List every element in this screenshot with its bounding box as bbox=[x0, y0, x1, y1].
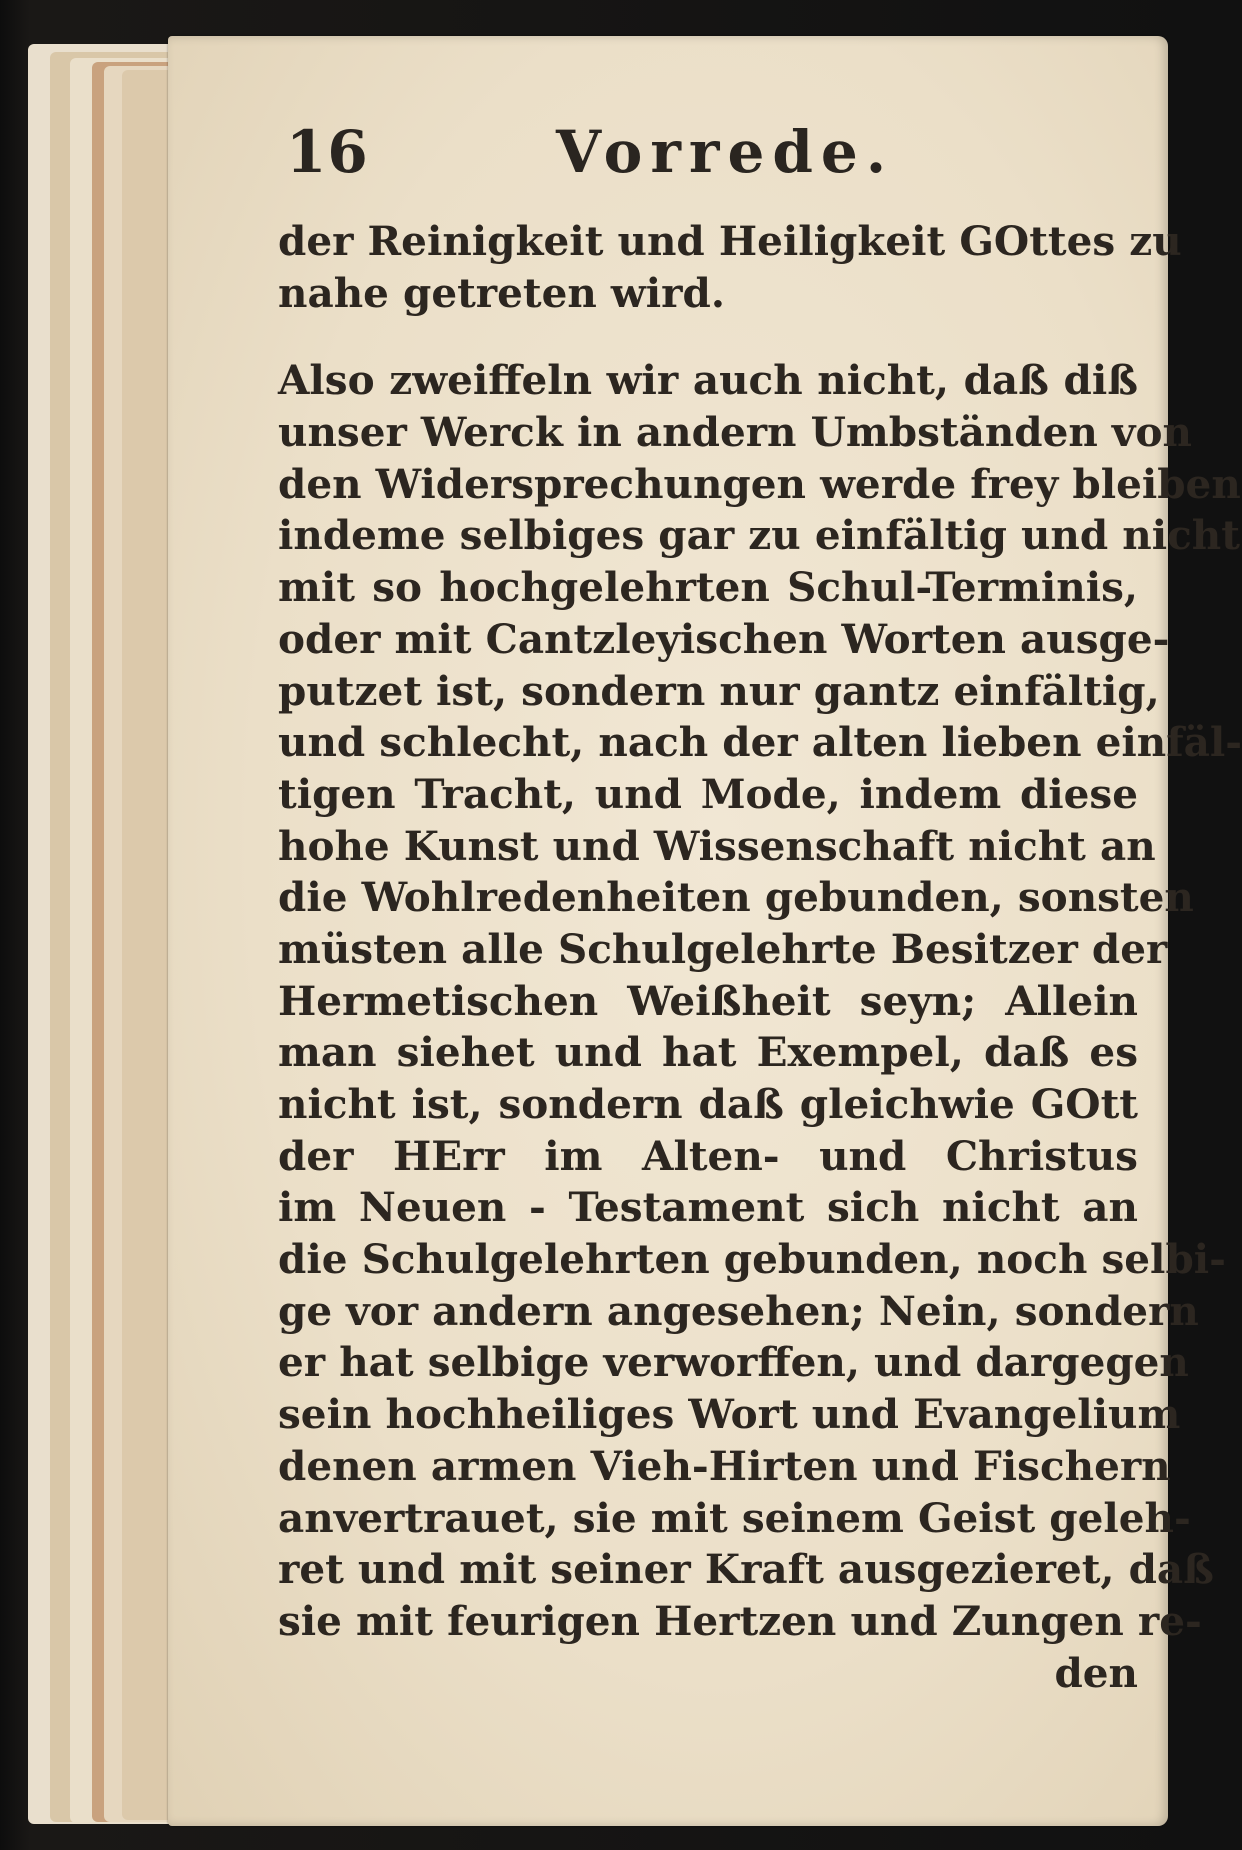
text-line: nicht ist, sondern daß gleichwie GOtt bbox=[278, 1080, 1138, 1128]
text-line: indeme selbiges gar zu einfältig und nicht bbox=[278, 511, 1240, 560]
text-line: Hermetischen Weißheit seyn; Allein bbox=[278, 976, 1138, 1025]
text-line: ret und mit seiner Kraft ausgezieret, daß bbox=[278, 1545, 1214, 1594]
text-line: Also zweiffeln wir auch nicht, daß diß bbox=[278, 356, 1138, 405]
text-line: sie mit feurigen Hertzen und Zungen re- bbox=[278, 1596, 1202, 1645]
text-line: sein hochheiliges Wort und Evangelium bbox=[278, 1390, 1181, 1439]
text-line: putzet ist, sondern nur gantz einfältig, bbox=[278, 666, 1160, 715]
text-line: müsten alle Schulgelehrte Besitzer der bbox=[278, 924, 1168, 973]
book-page bbox=[168, 36, 1242, 1826]
text-line: tigen Tracht, und Mode, indem diese bbox=[278, 769, 1138, 818]
text-line: und schlecht, nach der alten lieben einfäl- bbox=[278, 718, 1242, 767]
text-line: denen armen Vieh-Hirten und Fischern bbox=[278, 1441, 1171, 1490]
text-line: die Schulgelehrten gebunden, noch selbi- bbox=[278, 1235, 1226, 1284]
text-line: der Reinigkeit und Heiligkeit GOttes zu bbox=[278, 217, 1182, 265]
text-line: nahe getreten wird. bbox=[278, 268, 725, 317]
running-head: Vorrede. bbox=[556, 118, 895, 186]
text-line: er hat selbige verworffen, und dargegen bbox=[278, 1338, 1189, 1387]
page-number: 16 bbox=[286, 118, 369, 186]
page-header bbox=[286, 118, 1146, 198]
text-line: hohe Kunst und Wissenschaft nicht an bbox=[278, 821, 1156, 870]
paragraph-gap bbox=[278, 319, 1138, 355]
text-line: anvertrauet, sie mit seinem Geist geleh- bbox=[278, 1493, 1191, 1542]
text-line: oder mit Cantzleyischen Worten ausge- bbox=[278, 614, 1170, 663]
catchword: den bbox=[1054, 1648, 1138, 1697]
text-line: unser Werck in andern Umbständen von bbox=[278, 408, 1192, 457]
text-line: man siehet und hat Exempel, daß es bbox=[278, 1028, 1138, 1077]
text-line: die Wohlredenheiten gebunden, sonsten bbox=[278, 873, 1194, 922]
text-line: ge vor andern angesehen; Nein, sondern bbox=[278, 1286, 1199, 1335]
text-line: der HErr im Alten- und Christus bbox=[278, 1131, 1138, 1180]
text-line: den Widersprechungen werde frey bleiben bbox=[278, 459, 1241, 508]
text-line: mit so hochgelehrten Schul-Terminis, bbox=[278, 563, 1138, 612]
text-line: im Neuen - Testament sich nicht an bbox=[278, 1183, 1138, 1232]
body-text bbox=[278, 216, 1242, 1699]
